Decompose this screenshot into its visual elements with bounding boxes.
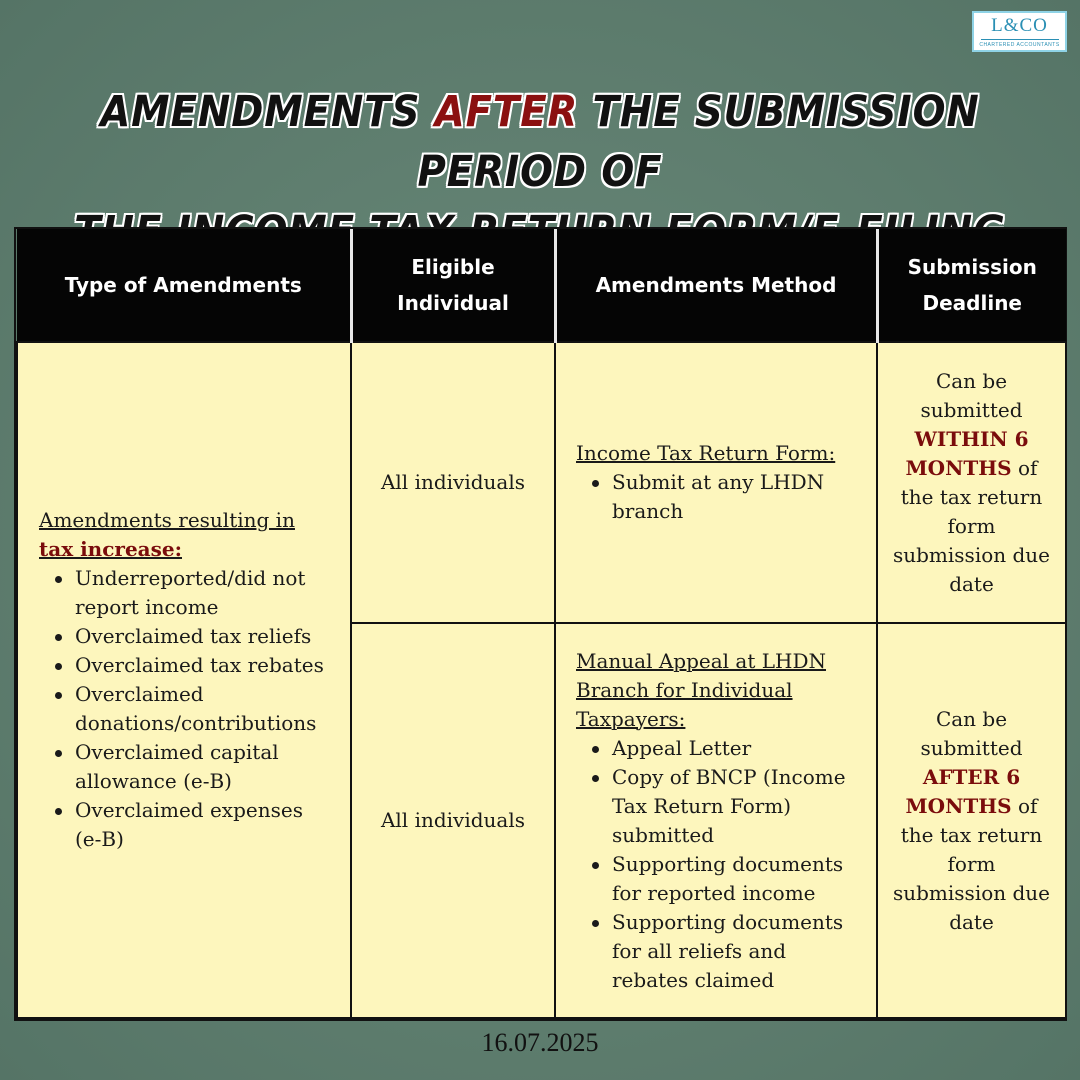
amendments-table: [14, 227, 1067, 1021]
deadline-accent: WITHIN 6 MONTHS: [905, 426, 1029, 480]
method-items-list: [576, 468, 860, 526]
deadline-cell: [877, 342, 1066, 623]
list-item: Copy of BNCP (Income Tax Return Form) submitted: [591, 763, 860, 850]
list-item: Supporting documents for all reliefs and rebates claimed: [591, 908, 860, 995]
header-eligible-line2: Individual: [397, 291, 509, 315]
method-heading: Manual Appeal at LHDN Branch for Individual Taxpayers:: [576, 648, 826, 731]
deadline-pre: Can be submitted: [920, 706, 1023, 760]
deadline-pre: Can be submitted: [920, 368, 1023, 422]
logo-divider: [981, 39, 1059, 40]
eligible-cell: All individuals: [351, 342, 555, 623]
list-item: Overclaimed expenses (e-B): [54, 796, 332, 854]
table-header-row: [17, 229, 1066, 342]
method-heading: Income Tax Return Form:: [576, 441, 836, 465]
publish-date: 16.07.2025: [481, 1028, 599, 1057]
deadline-post: of the tax return form submission due date: [892, 455, 1051, 596]
type-heading-accent: tax increase:: [39, 537, 182, 561]
header-deadline-line1: Submission: [907, 255, 1037, 279]
method-cell: [555, 342, 877, 623]
eligible-cell: All individuals: [351, 623, 555, 1018]
type-items-list: [39, 564, 332, 854]
header-eligible-line1: Eligible: [411, 255, 495, 279]
list-item: Overclaimed tax reliefs: [54, 622, 332, 651]
table-row: [17, 342, 1066, 623]
list-item: Appeal Letter: [591, 734, 860, 763]
list-item: Overclaimed capital allowance (e-B): [54, 738, 332, 796]
deadline-post: of the tax return form submission due date: [892, 793, 1051, 934]
type-heading: [39, 506, 332, 564]
logo-text: L&CO: [991, 14, 1048, 36]
list-item: Submit at any LHDN branch: [591, 468, 860, 526]
list-item: Overclaimed donations/contributions: [54, 680, 332, 738]
list-item: Overclaimed tax rebates: [54, 651, 332, 680]
company-logo: [972, 11, 1067, 52]
title-part1: AMENDMENTS: [100, 87, 435, 137]
list-item: Underreported/did not report income: [54, 564, 332, 622]
title-part2: THE SUBMISSION PERIOD OF: [417, 87, 980, 197]
header-type: Type of Amendments: [17, 229, 351, 342]
list-item: Supporting documents for reported income: [591, 850, 860, 908]
header-deadline: [877, 229, 1066, 342]
type-of-amendments-cell: [17, 342, 351, 1018]
header-method: Amendments Method: [555, 229, 877, 342]
logo-subtitle: CHARTERED ACCOUNTANTS: [979, 41, 1060, 48]
deadline-cell: [877, 623, 1066, 1018]
type-heading-prefix: Amendments resulting in: [39, 508, 295, 532]
deadline-accent: AFTER 6 MONTHS: [905, 764, 1021, 818]
title-accent: AFTER: [434, 87, 579, 137]
method-cell: [555, 623, 877, 1018]
header-eligible: [351, 229, 555, 342]
method-items-list: [576, 734, 860, 995]
header-deadline-line2: Deadline: [922, 291, 1022, 315]
